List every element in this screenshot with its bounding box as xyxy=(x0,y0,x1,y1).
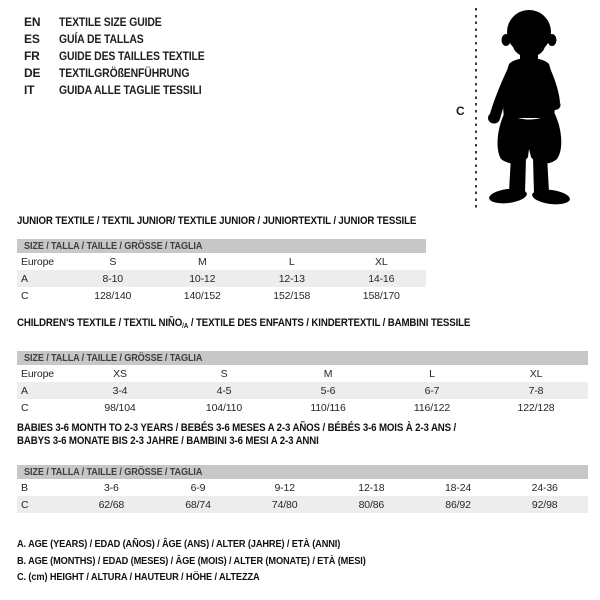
section-heading-junior: JUNIOR TEXTILE / TEXTIL JUNIOR/ TEXTILE JUNIOR / JUNIORTEXTIL / JUNIOR TESSILE xyxy=(17,215,417,227)
height-cell: 62/68 xyxy=(98,498,125,511)
dotted-measure-line xyxy=(475,8,477,212)
height-cell: 116/122 xyxy=(413,401,451,414)
height-cell: 80/86 xyxy=(358,498,385,511)
row-label: A xyxy=(21,272,28,285)
size-cell: M xyxy=(323,367,333,380)
table-size-header: SIZE / TALLA / TAILLE / GRÖSSE / TAGLIA xyxy=(17,239,426,253)
section-heading-children: CHILDREN'S TEXTILE / TEXTIL $NIÑO_{/A}$ / TEXTILE DES ENFANTS / KINDERTEXTIL / BAMBINI TESSILE xyxy=(17,317,471,330)
language-code: FR xyxy=(24,48,40,63)
table-row xyxy=(17,365,588,382)
size-cell: XS xyxy=(113,367,127,380)
babies-size-table xyxy=(17,465,588,513)
table-row xyxy=(17,479,588,496)
row-label: Europe xyxy=(21,367,54,380)
age-cell: 24-36 xyxy=(531,481,558,494)
height-cell: 122/128 xyxy=(517,401,555,414)
age-cell: 12-13 xyxy=(278,272,305,285)
table-size-header: SIZE / TALLA / TAILLE / GRÖSSE / TAGLIA xyxy=(17,351,588,365)
children-size-table xyxy=(17,351,588,416)
row-label: Europe xyxy=(21,255,54,268)
section-heading-babies xyxy=(17,422,456,448)
age-cell: 6-9 xyxy=(190,481,206,494)
footnote-legend xyxy=(17,536,413,586)
table-row xyxy=(17,287,426,304)
height-cell: 92/98 xyxy=(531,498,558,511)
row-label: C xyxy=(21,498,29,511)
table-row xyxy=(17,270,426,287)
height-cell: 140/152 xyxy=(183,289,221,302)
age-cell: 5-6 xyxy=(320,384,336,397)
row-label: B xyxy=(21,481,28,494)
size-cell: S xyxy=(220,367,228,380)
age-cell: 12-18 xyxy=(358,481,385,494)
age-cell: 7-8 xyxy=(528,384,544,397)
height-cell: 98/104 xyxy=(104,401,136,414)
footnote-height: C. (cm) HEIGHT / ALTURA / HAUTEUR / HÖHE / ALTEZZA xyxy=(17,571,260,583)
language-code: EN xyxy=(24,14,41,29)
size-cell: XL xyxy=(374,255,388,268)
height-cell: 74/80 xyxy=(271,498,298,511)
height-cell: 128/140 xyxy=(94,289,132,302)
language-row xyxy=(24,30,226,47)
heading-line-2: BABYS 3-6 MONATE BIS 2-3 JAHRE / BAMBINI 3-6 MESI A 2-3 ANNI xyxy=(17,435,319,447)
age-cell: 3-4 xyxy=(112,384,128,397)
baby-silhouette-icon xyxy=(484,8,576,210)
table-row xyxy=(17,382,588,399)
guide-title-de: TEXTILGRÖßENFÜHRUNG xyxy=(59,65,190,80)
footnote-age-months: B. AGE (MONTHS) / EDAD (MESES) / ÂGE (MOIS) / ALTER (MONATE) / ETÀ (MESI) xyxy=(17,554,366,567)
table-row xyxy=(17,253,426,270)
age-cell: 18-24 xyxy=(444,481,472,494)
size-cell: M xyxy=(197,255,207,268)
size-cell: L xyxy=(288,255,295,268)
size-cell: S xyxy=(109,255,117,268)
row-label: C xyxy=(21,289,29,302)
junior-size-table xyxy=(17,239,426,304)
row-label: C xyxy=(21,401,29,414)
age-cell: 6-7 xyxy=(424,384,440,397)
language-row xyxy=(24,13,226,30)
language-code: IT xyxy=(24,82,35,97)
heading-subscript: /A xyxy=(182,323,189,330)
height-cell: 152/158 xyxy=(273,289,311,302)
row-label: A xyxy=(21,384,28,397)
height-cell: 158/170 xyxy=(362,289,400,302)
language-code: DE xyxy=(24,65,41,80)
age-cell: 14-16 xyxy=(368,272,395,285)
table-size-header: SIZE / TALLA / TAILLE / GRÖSSE / TAGLIA xyxy=(17,465,588,479)
age-cell: 10-12 xyxy=(189,272,216,285)
language-title-list xyxy=(24,13,226,98)
guide-title-en: TEXTILE SIZE GUIDE xyxy=(59,14,162,29)
size-cell: L xyxy=(429,367,435,380)
height-cell: 104/110 xyxy=(205,401,243,414)
size-cell: XL xyxy=(529,367,543,380)
guide-title-es: GUÍA DE TALLAS xyxy=(59,31,144,46)
language-code: ES xyxy=(24,31,40,46)
language-row xyxy=(24,47,226,64)
heading-line-1: BABIES 3-6 MONTH TO 2-3 YEARS / BEBÉS 3-6 MESES A 2-3 AÑOS / BÉBÉS 3-6 MOIS À 2-3 ANS / xyxy=(17,422,457,434)
age-cell: 8-10 xyxy=(102,272,123,285)
language-row xyxy=(24,81,226,98)
age-cell: 9-12 xyxy=(274,481,295,494)
height-measure-label: C xyxy=(456,104,465,118)
table-row xyxy=(17,399,588,416)
language-row xyxy=(24,64,226,81)
height-cell: 86/92 xyxy=(445,498,471,511)
guide-title-it: GUIDA ALLE TAGLIE TESSILI xyxy=(59,82,202,97)
height-cell: 68/74 xyxy=(185,498,211,511)
age-cell: 4-5 xyxy=(216,384,232,397)
table-row xyxy=(17,496,588,513)
height-cell: 110/116 xyxy=(310,401,346,414)
guide-title-fr: GUIDE DES TAILLES TEXTILE xyxy=(59,48,205,63)
footnote-age-years: A. AGE (YEARS) / EDAD (AÑOS) / ÂGE (ANS) / ALTER (JAHRE) / ETÀ (ANNI) xyxy=(17,538,341,550)
age-cell: 3-6 xyxy=(103,481,119,494)
